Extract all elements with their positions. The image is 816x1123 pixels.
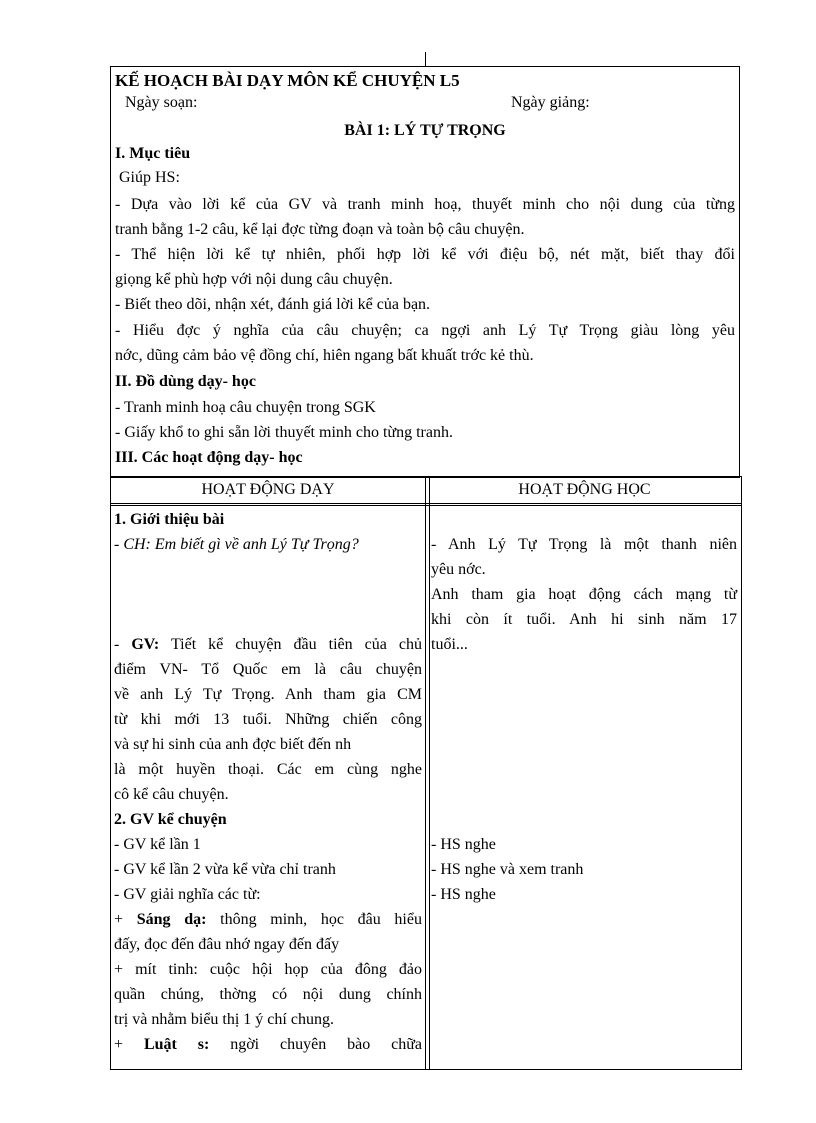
gv-line: là một huyền thoại. Các em cùng nghe [114,761,422,778]
response-line: - HS nghe [431,886,496,903]
gv-line: từ khi mới 13 tuổi. Những chiến công [114,711,422,728]
step-line: - GV kể lần 1 [114,836,201,853]
material-line: - Giấy khổ to ghi sẵn lời thuyết minh cho từng tranh. [115,424,453,441]
vocab-line: trị và nhằm biểu thị 1 ý chí chung. [114,1011,334,1028]
storytelling-heading: 2. GV kể chuyện [114,811,227,828]
response-line: - HS nghe và xem tranh [431,861,584,878]
gv-line: về anh Lý Tự Trọng. Anh tham gia CM [114,686,422,703]
section-3-heading: III. Các hoạt động dạy- học [115,449,303,466]
objective-line: - Hiểu đợc ý nghĩa của câu chuyện; ca ngợi anh Lý Tự Trọng giàu lòng yêu [115,322,735,339]
col-header-teaching: HOẠT ĐỘNG DẠY [201,481,335,498]
page-marker [425,52,426,66]
question-line: - CH: Em biết gì về anh Lý Tự Trọng? [114,536,359,553]
material-line: - Tranh minh hoạ câu chuyện trong SGK [115,399,376,416]
gv-line: - GV: Tiết kể chuyện đầu tiên của chủ [114,636,422,653]
response-line: - HS nghe [431,836,496,853]
learning-column [431,532,737,907]
gv-line: cô kể câu chuyện. [114,786,229,803]
vocab-line: đấy, đọc đến đâu nhớ ngay đến đấy [114,936,340,953]
step-line: - GV giải nghĩa các từ: [114,886,261,903]
objective-line: - Biết theo dõi, nhận xét, đánh giá lời kể của bạn. [115,296,431,313]
intro-heading: 1. Giới thiệu bài [114,511,225,528]
vocab-term: Sáng dạ: [136,911,207,928]
answer-line: - Anh Lý Tự Trọng là một thanh niên [431,536,737,553]
objective-line: tranh bằng 1-2 câu, kể lại đợc từng đoạn và toàn bộ câu chuyện. [115,221,525,238]
objective-line: Giúp HS: [119,169,180,186]
vocab-line: quần chúng, thờng có nội dung chính [114,986,422,1003]
objective-line: - Thể hiện lời kể tự nhiên, phối hợp lời kể với điệu bộ, nét mặt, biết thay đổi [115,246,735,263]
section-2-heading: II. Đồ dùng dạy- học [115,373,256,390]
lesson-title: BÀI 1: LÝ TỰ TRỌNG [344,122,506,139]
answer-line: Anh tham gia hoạt động cách mạng từ [431,586,737,603]
col-header-learning: HOẠT ĐỘNG HỌC [518,481,651,498]
answer-line: yêu nớc. [431,561,486,578]
lesson-plan-header-box [110,66,740,478]
objective-line: - Dựa vào lời kể của GV và tranh minh hoạ, thuyết minh cho nội dung của từng [115,196,735,213]
vocab-line: + Luật s: ngời chuyên bào chữa [114,1036,422,1053]
section-1-heading: I. Mục tiêu [115,145,191,162]
gv-label: GV: [131,636,160,653]
step-line: - GV kể lần 2 vừa kể vừa chỉ tranh [114,861,336,878]
gv-line: và sự hi sinh của anh đợc biết đến nh [114,736,352,753]
answer-line: tuổi... [431,636,468,653]
gv-line: điểm VN- Tổ Quốc em là câu chuyện [114,661,422,678]
column-divider [425,477,430,1069]
activities-table [110,476,742,1070]
answer-line: khi còn ít tuổi. Anh hi sinh năm 17 [431,611,737,628]
ngay-giang: Ngày giảng: [511,94,590,111]
vocab-line: + mít tinh: cuộc hội họp của đông đảo [114,961,422,978]
plan-heading: KẾ HOẠCH BÀI DẠY MÔN KỂ CHUYỆN L5 [115,71,460,90]
vocab-line: + Sáng dạ: thông minh, học đâu hiểu [114,911,422,928]
objective-line: nớc, dũng cảm bảo vệ đồng chí, hiên ngang bất khuất trớc kẻ thù. [115,347,534,364]
vocab-term: Luật s: [143,1036,210,1053]
objective-line: giọng kể phù hợp với nội dung câu chuyện. [115,271,393,288]
ngay-soan: Ngày soạn: [125,94,198,111]
teaching-column [114,507,422,1057]
